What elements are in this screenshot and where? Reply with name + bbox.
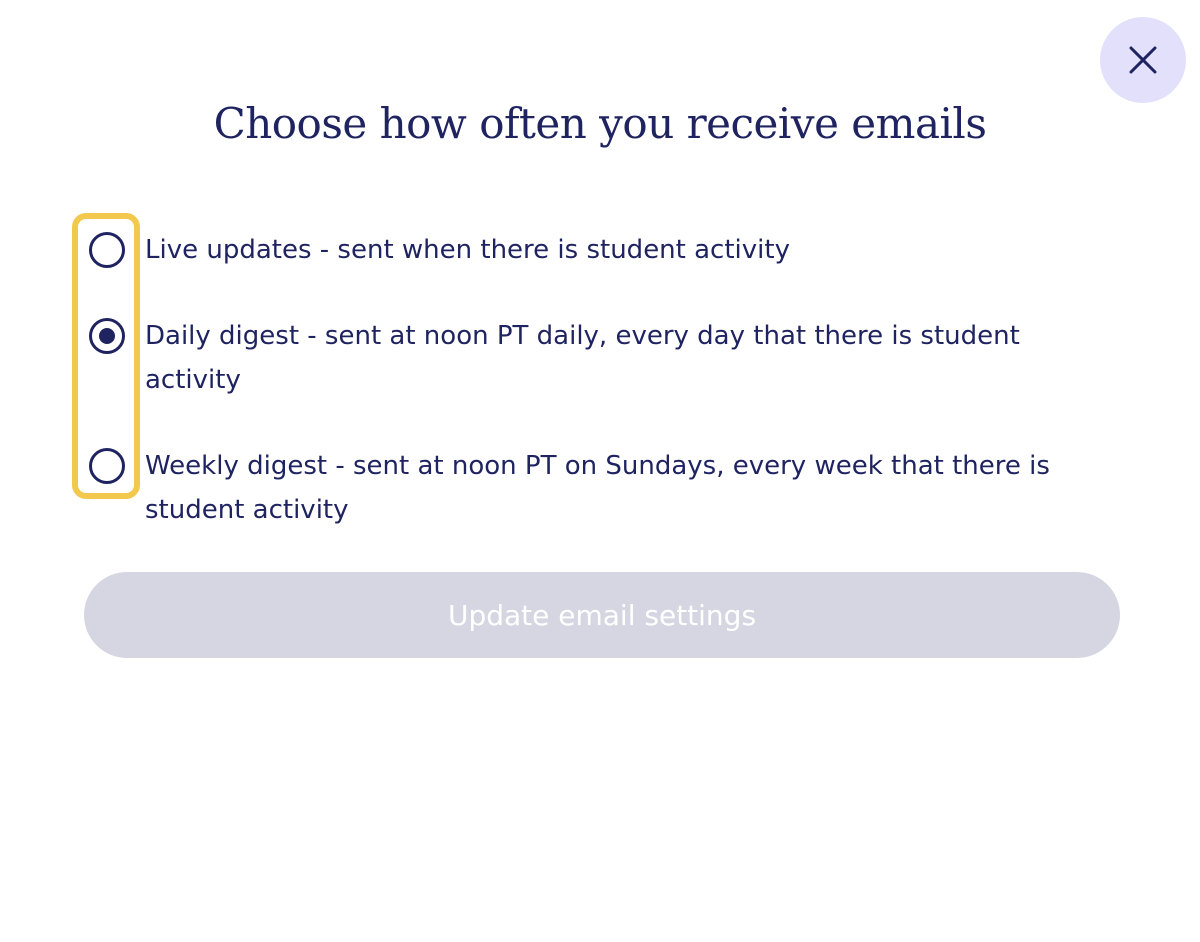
radio-weekly-digest[interactable] (89, 448, 125, 484)
dialog-title: Choose how often you receive emails (213, 99, 987, 148)
close-icon (1128, 45, 1158, 75)
radio-live-updates[interactable] (89, 232, 125, 268)
close-button[interactable] (1100, 17, 1186, 103)
option-label-daily-digest: Daily digest - sent at noon PT daily, every day that there is student activity (145, 321, 1020, 395)
option-label-weekly-digest: Weekly digest - sent at noon PT on Sundays, every week that there is student activity (145, 451, 1050, 525)
option-label-live-updates: Live updates - sent when there is student activity (145, 235, 790, 265)
radio-daily-digest[interactable] (89, 318, 125, 354)
update-email-settings-button[interactable]: Update email settings (84, 572, 1120, 658)
